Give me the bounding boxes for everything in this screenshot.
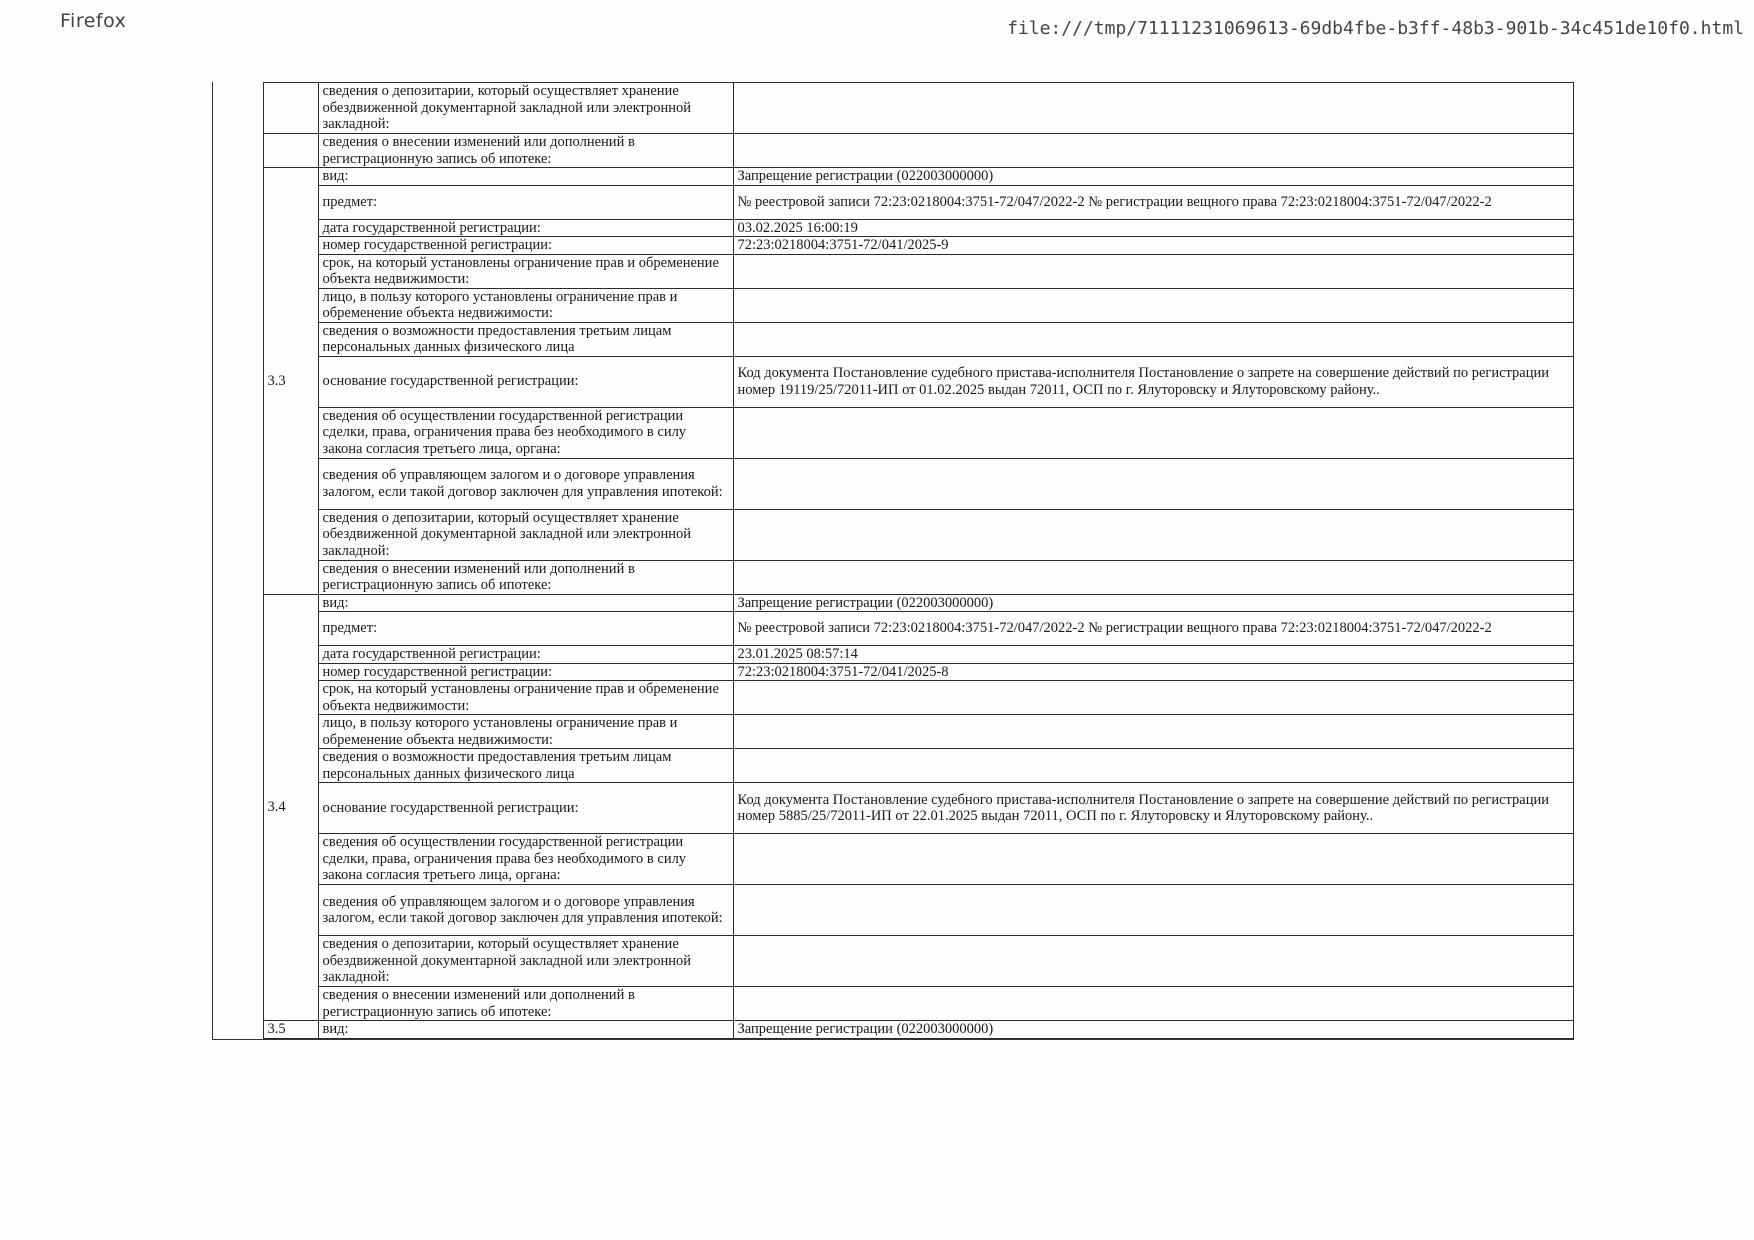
row-value bbox=[733, 834, 1573, 885]
row-label: сведения об управляющем залогом и о договоре управления залогом, если такой договор заключен для управления ипотекой: bbox=[318, 885, 733, 936]
table-row bbox=[213, 83, 1573, 134]
browser-url[interactable]: file:///tmp/71111231069613-69db4fbe-b3ff-48b3-901b-34c451de10f0.html bbox=[1007, 18, 1744, 39]
row-label: лицо, в пользу которого установлены ограничение прав и обременение объекта недвижимости: bbox=[318, 715, 733, 749]
row-label: сведения об осуществлении государственной регистрации сделки, права, ограничения права без необходимого в силу закона согласия третьего лица, органа: bbox=[318, 834, 733, 885]
table-row bbox=[213, 834, 1573, 885]
table-row bbox=[213, 288, 1573, 322]
table-row bbox=[213, 407, 1573, 458]
row-label: основание государственной регистрации: bbox=[318, 356, 733, 407]
row-value bbox=[733, 83, 1573, 134]
row-label: сведения о внесении изменений или дополнений в регистрационную запись об ипотеке: bbox=[318, 560, 733, 594]
row-value: Запрещение регистрации (022003000000) bbox=[733, 594, 1573, 612]
row-label: лицо, в пользу которого установлены ограничение прав и обременение объекта недвижимости: bbox=[318, 288, 733, 322]
table-row bbox=[213, 254, 1573, 288]
row-label: сведения о возможности предоставления третьим лицам персональных данных физического лица bbox=[318, 322, 733, 356]
table-row bbox=[213, 134, 1573, 168]
row-label: сведения о депозитарии, который осуществляет хранение обездвиженной документарной закладной или электронной закладной: bbox=[318, 509, 733, 560]
row-value: Запрещение регистрации (022003000000) bbox=[733, 1021, 1573, 1039]
row-value: 72:23:0218004:3751-72/041/2025-9 bbox=[733, 237, 1573, 255]
row-label: сведения об управляющем залогом и о договоре управления залогом, если такой договор заключен для управления ипотекой: bbox=[318, 458, 733, 509]
table-row bbox=[213, 237, 1573, 255]
row-label: вид: bbox=[318, 1021, 733, 1039]
table-row bbox=[213, 185, 1573, 219]
row-value: Код документа Постановление судебного пристава-исполнителя Постановление о запрете на совершение действий по регистрации номер 19119/25/72011-ИП от 01.02.2025 выдан 72011, ОСП по г. Ялуторовску и Ялуторовскому району.. bbox=[733, 356, 1573, 407]
table-row bbox=[213, 885, 1573, 936]
row-value bbox=[733, 254, 1573, 288]
row-value: Запрещение регистрации (022003000000) bbox=[733, 168, 1573, 186]
table-row bbox=[213, 783, 1573, 834]
table-row bbox=[213, 749, 1573, 783]
table-row bbox=[213, 509, 1573, 560]
row-value bbox=[733, 509, 1573, 560]
row-value: Код документа Постановление судебного пристава-исполнителя Постановление о запрете на совершение действий по регистрации номер 5885/25/72011-ИП от 22.01.2025 выдан 72011, ОСП по г. Ялуторовску и Ялуторовскому району.. bbox=[733, 783, 1573, 834]
encumbrance-table bbox=[213, 82, 1574, 1039]
table-row bbox=[213, 168, 1573, 186]
table-row bbox=[213, 646, 1573, 664]
row-value: 03.02.2025 16:00:19 bbox=[733, 219, 1573, 237]
row-label: сведения о депозитарии, который осуществляет хранение обездвиженной документарной закладной или электронной закладной: bbox=[318, 83, 733, 134]
table-row bbox=[213, 681, 1573, 715]
row-value: № реестровой записи 72:23:0218004:3751-72/047/2022-2 № регистрации вещного права 72:23:0218004:3751-72/047/2022-2 bbox=[733, 185, 1573, 219]
section-number: 3.4 bbox=[263, 594, 318, 1021]
registry-document bbox=[212, 82, 1574, 1040]
table-row bbox=[213, 356, 1573, 407]
table-row bbox=[213, 612, 1573, 646]
row-label: срок, на который установлены ограничение прав и обременение объекта недвижимости: bbox=[318, 254, 733, 288]
row-label: сведения об осуществлении государственной регистрации сделки, права, ограничения права без необходимого в силу закона согласия третьего лица, органа: bbox=[318, 407, 733, 458]
row-value bbox=[733, 134, 1573, 168]
row-value bbox=[733, 885, 1573, 936]
row-label: основание государственной регистрации: bbox=[318, 783, 733, 834]
table-row bbox=[213, 458, 1573, 509]
row-value bbox=[733, 560, 1573, 594]
table-row bbox=[213, 322, 1573, 356]
section-number-cell bbox=[263, 134, 318, 168]
browser-app-name: Firefox bbox=[60, 10, 127, 32]
table-row bbox=[213, 987, 1573, 1021]
row-label: сведения о депозитарии, который осуществляет хранение обездвиженной документарной закладной или электронной закладной: bbox=[318, 936, 733, 987]
section-number: 3.3 bbox=[263, 168, 318, 595]
row-label: дата государственной регистрации: bbox=[318, 646, 733, 664]
section-number: 3.5 bbox=[263, 1021, 318, 1039]
row-label: номер государственной регистрации: bbox=[318, 663, 733, 681]
row-label: номер государственной регистрации: bbox=[318, 237, 733, 255]
row-label: дата государственной регистрации: bbox=[318, 219, 733, 237]
row-value bbox=[733, 322, 1573, 356]
table-row bbox=[213, 594, 1573, 612]
row-value bbox=[733, 681, 1573, 715]
row-value bbox=[733, 749, 1573, 783]
row-value bbox=[733, 288, 1573, 322]
row-value bbox=[733, 407, 1573, 458]
row-label: предмет: bbox=[318, 612, 733, 646]
row-value: 72:23:0218004:3751-72/041/2025-8 bbox=[733, 663, 1573, 681]
row-value bbox=[733, 458, 1573, 509]
table-row bbox=[213, 560, 1573, 594]
table-row bbox=[213, 663, 1573, 681]
table-row bbox=[213, 936, 1573, 987]
table-row bbox=[213, 219, 1573, 237]
row-value bbox=[733, 715, 1573, 749]
section-number-cell bbox=[263, 83, 318, 134]
table-row bbox=[213, 715, 1573, 749]
row-label: предмет: bbox=[318, 185, 733, 219]
row-label: вид: bbox=[318, 594, 733, 612]
row-label: сведения о возможности предоставления третьим лицам персональных данных физического лица bbox=[318, 749, 733, 783]
row-label: сведения о внесении изменений или дополнений в регистрационную запись об ипотеке: bbox=[318, 987, 733, 1021]
row-label: сведения о внесении изменений или дополнений в регистрационную запись об ипотеке: bbox=[318, 134, 733, 168]
table-row bbox=[213, 1021, 1573, 1039]
row-value: № реестровой записи 72:23:0218004:3751-72/047/2022-2 № регистрации вещного права 72:23:0218004:3751-72/047/2022-2 bbox=[733, 612, 1573, 646]
row-label: вид: bbox=[318, 168, 733, 186]
row-value: 23.01.2025 08:57:14 bbox=[733, 646, 1573, 664]
row-value bbox=[733, 936, 1573, 987]
row-label: срок, на который установлены ограничение прав и обременение объекта недвижимости: bbox=[318, 681, 733, 715]
row-value bbox=[733, 987, 1573, 1021]
